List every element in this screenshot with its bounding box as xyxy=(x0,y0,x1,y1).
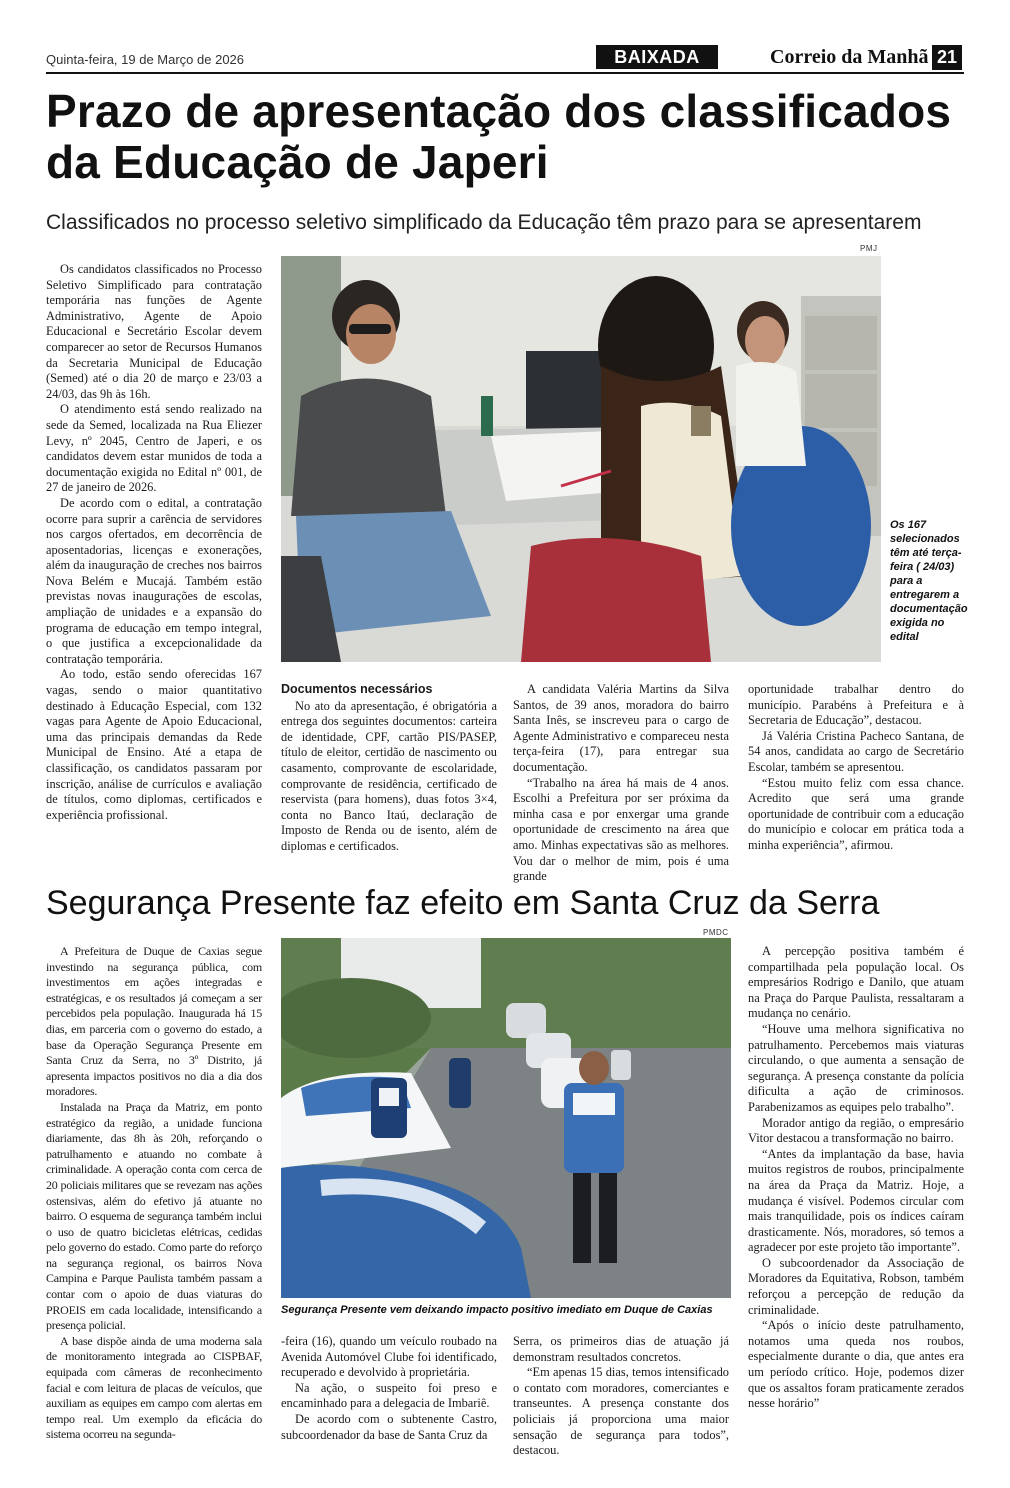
article2-column-2 xyxy=(281,1334,497,1443)
article2-col3-paragraph: “Em apenas 15 dias, temos intensificado o contato com moradores, comerciantes e transeuntes. A presença constante dos policiais já proporciona uma maior sensação de segurança para todos”, destacou. xyxy=(513,1365,729,1458)
article1-col4-paragraph: oportunidade trabalhar dentro do município. Parabéns à Prefeitura e à Secretaria de Educação”, destacou. xyxy=(748,682,964,728)
page-number: 21 xyxy=(932,45,962,70)
publication-name: Correio da Manhã xyxy=(770,46,929,68)
article2-column-3 xyxy=(513,1334,729,1459)
article1-column-1 xyxy=(46,262,262,823)
article2-col2-paragraph: Na ação, o suspeito foi preso e encaminhado para a delegacia de Imbariê. xyxy=(281,1380,497,1411)
article1-column-4 xyxy=(748,682,964,854)
article2-col1-paragraph: A Prefeitura de Duque de Caxias segue investindo na segurança pública, com investimentos em ações integradas e estratégicas, e os resultados já começam a ser percebidos pela população. Inaugurada há 15 dias, em parceria com o governo do estado, a base da Operação Segurança Presente em Santa Cruz da Serra, no 3º Distrito, já apresenta impactos positivos no dia a dia dos moradores. xyxy=(46,944,262,1099)
article1-col4-paragraph: Já Valéria Cristina Pacheco Santana, de 54 anos, candidata ao cargo de Secretário Escolar, também se apresentou. xyxy=(748,728,964,774)
article1-col2-paragraph: No ato da apresentação, é obrigatória a entrega dos seguintes documentos: carteira de identidade, CPF, cartão PIS/PASEP, título de eleitor, certidão de nascimento ou casamento, comprovante de escolaridade, comprovante de residência, certificado de reservista (para homens), duas fotos 3×4, conta no Banco Itaú, declaração de Imposto de Renda ou de isento, além de diplomas e certificados. xyxy=(281,698,497,853)
article1-column-3 xyxy=(513,682,729,885)
article1-col1-paragraph: O atendimento está sendo realizado na sede da Semed, localizada na Rua Eliezer Levy, nº 2045, Centro de Japeri, e os candidatos devem estar munidos de toda a documentação exigida no Edital nº 001, de 27 de janeiro de 2026. xyxy=(46,402,262,495)
header-rule xyxy=(46,72,964,74)
article1-column-2 xyxy=(281,682,497,855)
article1-photo-credit: PMJ xyxy=(860,244,878,253)
article2-col4-paragraph: “Antes da implantação da base, havia muitos registros de roubos, principalmente na área da Praça da Matriz. Hoje, a mudança é visível. Podemos circular com mais tranquilidade, pois os índices caíram drasticamente. Nós, moradores, só temos a agradecer por este projeto tão importante”. xyxy=(748,1146,964,1255)
article2-col1-paragraph: A base dispõe ainda de uma moderna sala de monitoramento integrada ao CISPBAF, equipada com câmeras de reconhecimento facial e com leitura de placas de veículos, que auxiliam as equipes em campo com alertas em tempo real. Um exemplo da eficácia do sistema ocorreu na segunda- xyxy=(46,1333,262,1442)
article2-column-4 xyxy=(748,944,964,1412)
article2-col1-paragraph: Instalada na Praça da Matriz, em ponto estratégico da região, a unidade funciona diariamente, das 8h às 20h, reforçando o patrulhamento e atuando no combate à criminalidade. A operação conta com cerca de 20 policiais militares que se revezam nas ações ostensivas, além do efetivo já atuante no bairro. O esquema de segurança também inclui o uso de quatro bicicletas elétricas, cedidas pelo governo do estado. Como parte do reforço na segurança regional, os bairros Nova Campina e Parque Paulista também passam a contar com o apoio de duas viaturas do PROEIS em cada localidade, intensificando a presença policial. xyxy=(46,1099,262,1333)
article1-col1-paragraph: De acordo com o edital, a contratação ocorre para suprir a carência de servidores nos cargos ofertados, em decorrência de aposentadorias, licenças e exonerações, além da inauguração de creches nos bairros Nova Belém e Mucajá. Também estão previstas novas inaugurações de escolas, ampliação de unidades e a expansão do programa de educação em tempo integral, o que justifica a excepcionalidade da contratação temporária. xyxy=(46,495,262,666)
section-label: BAIXADA xyxy=(596,45,718,69)
article1-photo-caption: Os 167 selecionados têm até terça-feira ( 24/03) para a entregarem a documentação exigida no edital xyxy=(890,519,968,643)
article2-col4-paragraph: Morador antigo da região, o empresário Vitor destacou a transformação no bairro. xyxy=(748,1115,964,1146)
article2-col4-paragraph: “Houve uma melhora significativa no patrulhamento. Percebemos mais viaturas circulando, o que aumenta a sensação de segurança. A presença constante da polícia dificulta a ação de criminosos. Parabenizamos as equipes pelo trabalho”. xyxy=(748,1021,964,1114)
article1-col4-paragraph: “Estou muito feliz com essa chance. Acredito que será uma grande oportunidade de contribuir com a educação do município e colocar em prática toda a minha experiência”, afirmou. xyxy=(748,775,964,852)
article2-col4-paragraph: A percepção positiva também é compartilhada pela população local. Os empresários Rodrigo e Danilo, que atuam na Praça do Parque Paulista, ressaltaram a mudança no cenário. xyxy=(748,944,964,1021)
police-street-image xyxy=(281,938,731,1298)
article2-col3-paragraph: Serra, os primeiros dias de atuação já demonstram resultados concretos. xyxy=(513,1334,729,1364)
article1-subheadline: Classificados no processo seletivo simplificado da Educação têm prazo para se apresentarem xyxy=(46,211,922,234)
article1-headline: Prazo de apresentação dos classificados da Educação de Japeri xyxy=(46,85,952,188)
article2-col4-paragraph: O subcoordenador da Associação de Moradores da Equitativa, Robson, também reforçou a percepção de redução da criminalidade. xyxy=(748,1255,964,1317)
office-scene-image xyxy=(281,256,881,662)
article1-col1-paragraph: Ao todo, estão sendo oferecidas 167 vagas, sendo o maior quantitativo destinado à Educação Especial, com 132 vagas para Agente de Apoio Educacional, uma das principais demandas da Rede Municipal de Ensino. Até a etapa de classificação, os candidatos passaram por inscrição, análise de currículos e avaliação de títulos, como diplomas, certificados e experiência profissional. xyxy=(46,667,262,822)
article2-headline: Segurança Presente faz efeito em Santa Cruz da Serra xyxy=(46,884,880,922)
article1-photo xyxy=(281,256,881,662)
article2-photo-credit: PMDC xyxy=(703,928,729,937)
article1-col3-paragraph: A candidata Valéria Martins da Silva Santos, de 39 anos, moradora do bairro Santa Inês, se inscreveu para o cargo de Agente Administrativo e compareceu nesta terça-feira (17), para entregar sua documentação. xyxy=(513,682,729,774)
article2-column-1 xyxy=(46,944,262,1443)
article2-col2-paragraph: De acordo com o subtenente Castro, subcoordenador da base de Santa Cruz da xyxy=(281,1411,497,1442)
article2-photo-caption: Segurança Presente vem deixando impacto positivo imediato em Duque de Caxias xyxy=(281,1304,713,1316)
article1-col3-paragraph: “Trabalho na área há mais de 4 anos. Escolhi a Prefeitura por ser próxima da minha casa e por enxergar uma grande oportunidade de crescimento na área que amo. Minhas expectativas são as melhores. Vou dar o melhor de mim, pois é uma grande xyxy=(513,775,729,884)
article2-photo xyxy=(281,938,731,1298)
article2-col4-paragraph: “Após o início deste patrulhamento, notamos uma queda nos roubos, especialmente durante o dia, que antes era um período crítico. Hoje, podemos dizer que os assaltos foram praticamente zerados nesse horário” xyxy=(748,1318,964,1411)
article1-col1-paragraph: Os candidatos classificados no Processo Seletivo Simplificado para contratação temporária nas funções de Agente Administrativo, Agente de Apoio Educacional e Secretário Escolar devem comparecer ao setor de Recursos Humanos da Secretaria Municipal de Educação (Semed) até o dia 20 de março e 23/03 a 24/03, das 9h às 16h. xyxy=(46,262,262,401)
issue-date: Quinta-feira, 19 de Março de 2026 xyxy=(46,52,245,67)
article2-col2-paragraph: -feira (16), quando um veículo roubado na Avenida Automóvel Clube foi identificado, recuperado e devolvido à proprietária. xyxy=(281,1334,497,1380)
documents-subhead: Documentos necessários xyxy=(281,682,433,696)
